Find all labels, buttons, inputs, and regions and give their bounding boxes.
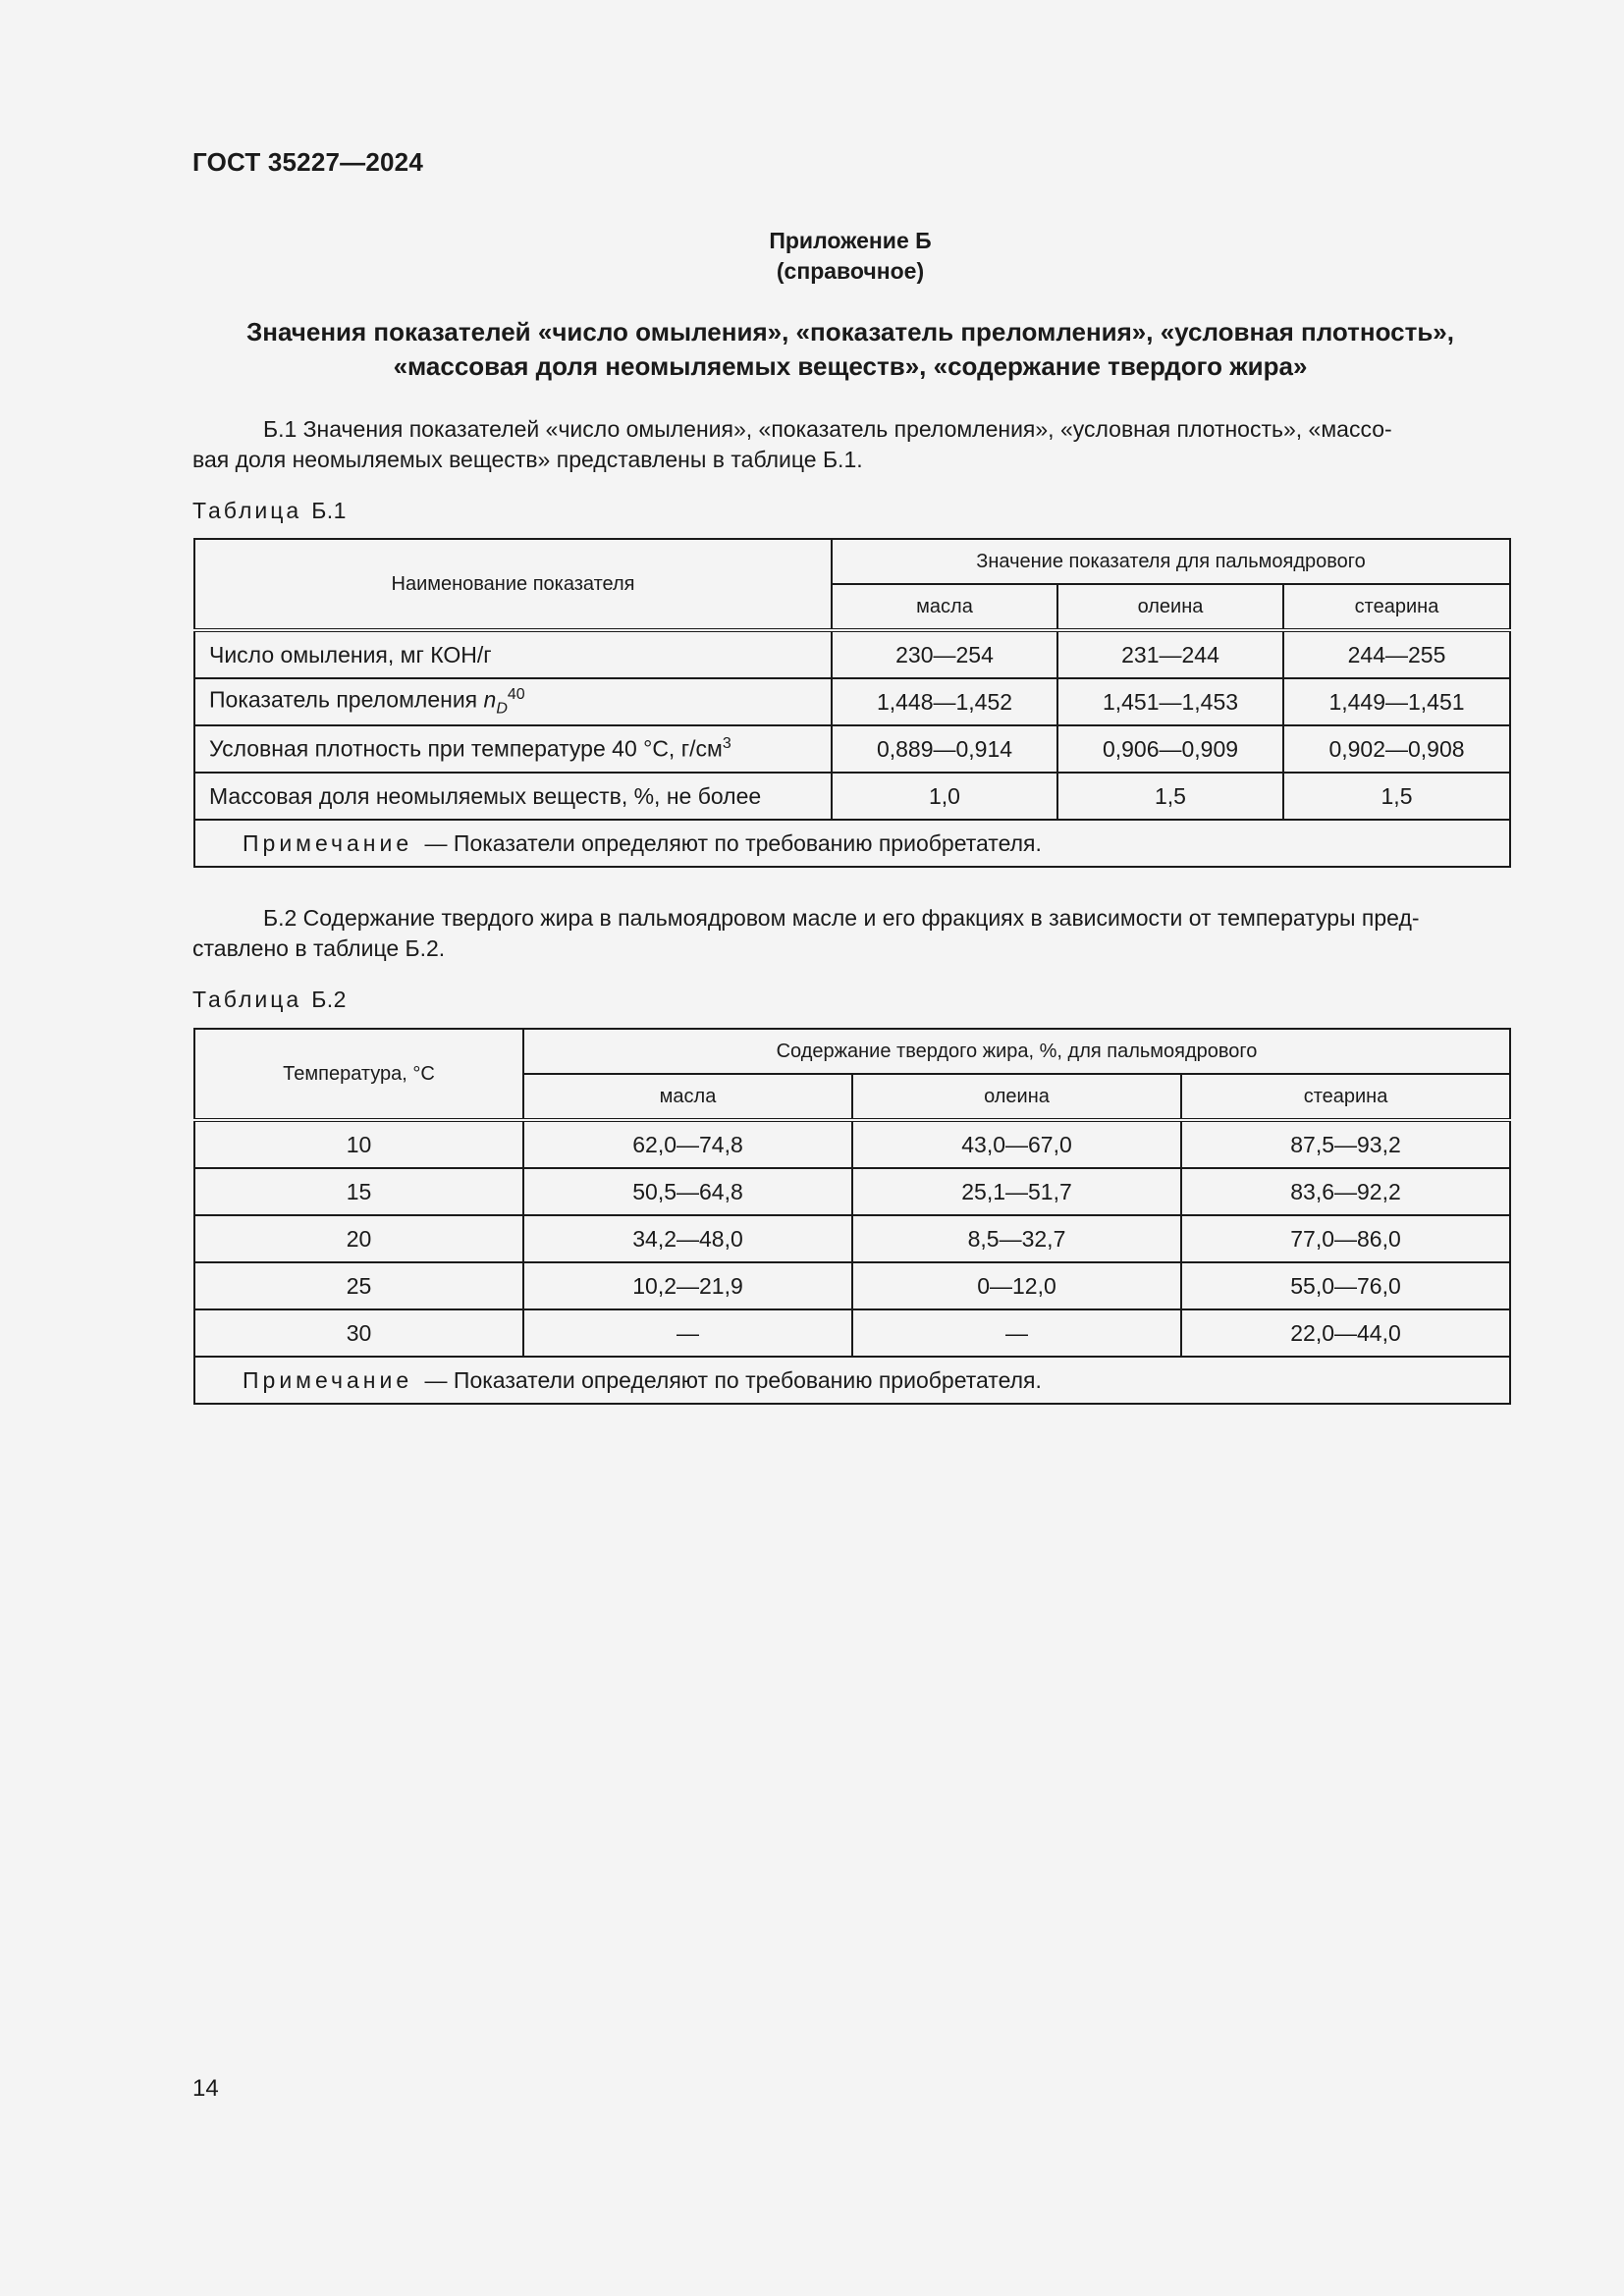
table-row [194, 630, 1510, 678]
table-row [194, 1262, 1510, 1309]
table-row [194, 725, 1510, 773]
annex-heading-line-2: «массовая доля неомыляемых веществ», «содержание твердого жира» [393, 351, 1308, 381]
table-row [194, 678, 1510, 725]
cell-temperature: 30 [194, 1309, 523, 1357]
column-group-header: Значение показателя для пальмоядрового [832, 539, 1510, 584]
cell-value: 50,5—64,8 [523, 1168, 852, 1215]
annex-type: (справочное) [776, 258, 925, 284]
table-b1 [193, 538, 1511, 868]
table-note-row [194, 1357, 1510, 1404]
table-caption-label: Таблица [192, 987, 302, 1012]
cell-value: 43,0—67,0 [852, 1120, 1181, 1168]
cell-value: 77,0—86,0 [1181, 1215, 1510, 1262]
cell-value: 231—244 [1057, 630, 1283, 678]
table-b2-caption [192, 987, 347, 1013]
table-row [194, 1168, 1510, 1215]
cell-value: 87,5—93,2 [1181, 1120, 1510, 1168]
unit-superscript: 3 [722, 735, 731, 753]
cell-value: — [852, 1309, 1181, 1357]
note-text: — Показатели определяют по требованию приобретателя. [424, 829, 1042, 856]
table-row [194, 773, 1510, 820]
note-text: — Показатели определяют по требованию приобретателя. [424, 1366, 1042, 1393]
cell-value: 230—254 [832, 630, 1057, 678]
table-caption-number: Б.1 [311, 498, 347, 523]
annex-heading-line-1: Значения показателей «число омыления», «показатель преломления», «условная плотность», [245, 317, 1454, 347]
column-header-olein: олеина [852, 1074, 1181, 1120]
column-header-name: Наименование показателя [194, 539, 832, 630]
table-b2 [193, 1028, 1511, 1405]
note-label: Примечание [243, 1366, 413, 1393]
table-caption-number: Б.2 [311, 987, 347, 1012]
table-row [194, 1215, 1510, 1262]
refractive-index-subscript: D [496, 700, 508, 718]
cell-temperature: 10 [194, 1120, 523, 1168]
annex-heading [192, 315, 1508, 384]
cell-value: 1,0 [832, 773, 1057, 820]
cell-value: 1,449—1,451 [1283, 678, 1510, 725]
table-header-row [194, 1029, 1510, 1074]
column-header-stearin: стеарина [1181, 1074, 1510, 1120]
paragraph-b2-line-1: Б.2 Содержание твердого жира в пальмоядровом масле и его фракциях в зависимости от температуры пред- [263, 905, 1420, 931]
table-row [194, 1120, 1510, 1168]
column-header-oil: масла [523, 1074, 852, 1120]
annex-title [192, 226, 1508, 287]
refractive-index-symbol: n [483, 686, 497, 713]
table-note-row [194, 820, 1510, 867]
row-label: Число омыления, мг КОН/г [194, 630, 832, 678]
table-note [194, 820, 1510, 867]
cell-value: 244—255 [1283, 630, 1510, 678]
paragraph-b1-line-2: вая доля неомыляемых веществ» представлены в таблице Б.1. [192, 447, 863, 472]
cell-value: 1,5 [1283, 773, 1510, 820]
cell-value: 25,1—51,7 [852, 1168, 1181, 1215]
cell-value: — [523, 1309, 852, 1357]
document-code: ГОСТ 35227—2024 [192, 147, 423, 177]
row-label-text: Показатель преломления [209, 686, 478, 713]
cell-value: 0,889—0,914 [832, 725, 1057, 773]
cell-value: 62,0—74,8 [523, 1120, 852, 1168]
column-header-olein: олеина [1057, 584, 1283, 630]
table-row [194, 1309, 1510, 1357]
annex-label: Приложение Б [769, 228, 932, 253]
cell-temperature: 15 [194, 1168, 523, 1215]
cell-value: 8,5—32,7 [852, 1215, 1181, 1262]
column-header-stearin: стеарина [1283, 584, 1510, 630]
cell-value: 34,2—48,0 [523, 1215, 852, 1262]
cell-temperature: 20 [194, 1215, 523, 1262]
cell-value: 0—12,0 [852, 1262, 1181, 1309]
row-label: Массовая доля неомыляемых веществ, %, не более [194, 773, 832, 820]
cell-value: 1,448—1,452 [832, 678, 1057, 725]
cell-value: 55,0—76,0 [1181, 1262, 1510, 1309]
column-group-header: Содержание твердого жира, %, для пальмоядрового [523, 1029, 1510, 1074]
paragraph-b2-line-2: ставлено в таблице Б.2. [192, 935, 446, 961]
row-label [194, 725, 832, 773]
note-label: Примечание [243, 829, 413, 856]
cell-value: 10,2—21,9 [523, 1262, 852, 1309]
paragraph-b1-line-1: Б.1 Значения показателей «число омыления», «показатель преломления», «условная плотность», «массо- [263, 416, 1392, 442]
table-note [194, 1357, 1510, 1404]
table-header-row [194, 539, 1510, 584]
table-caption-label: Таблица [192, 498, 302, 523]
cell-temperature: 25 [194, 1262, 523, 1309]
column-header-oil: масла [832, 584, 1057, 630]
cell-value: 1,5 [1057, 773, 1283, 820]
row-label-text: Условная плотность при температуре 40 °С, г/см [209, 735, 723, 762]
table-b1-caption [192, 498, 347, 524]
paragraph-b2 [192, 903, 1508, 964]
cell-value: 83,6—92,2 [1181, 1168, 1510, 1215]
cell-value: 0,906—0,909 [1057, 725, 1283, 773]
row-label [194, 678, 832, 725]
cell-value: 0,902—0,908 [1283, 725, 1510, 773]
column-header-temperature: Температура, °С [194, 1029, 523, 1120]
refractive-index-superscript: 40 [507, 685, 525, 703]
page-number: 14 [192, 2075, 219, 2102]
cell-value: 22,0—44,0 [1181, 1309, 1510, 1357]
cell-value: 1,451—1,453 [1057, 678, 1283, 725]
paragraph-b1 [192, 414, 1508, 475]
